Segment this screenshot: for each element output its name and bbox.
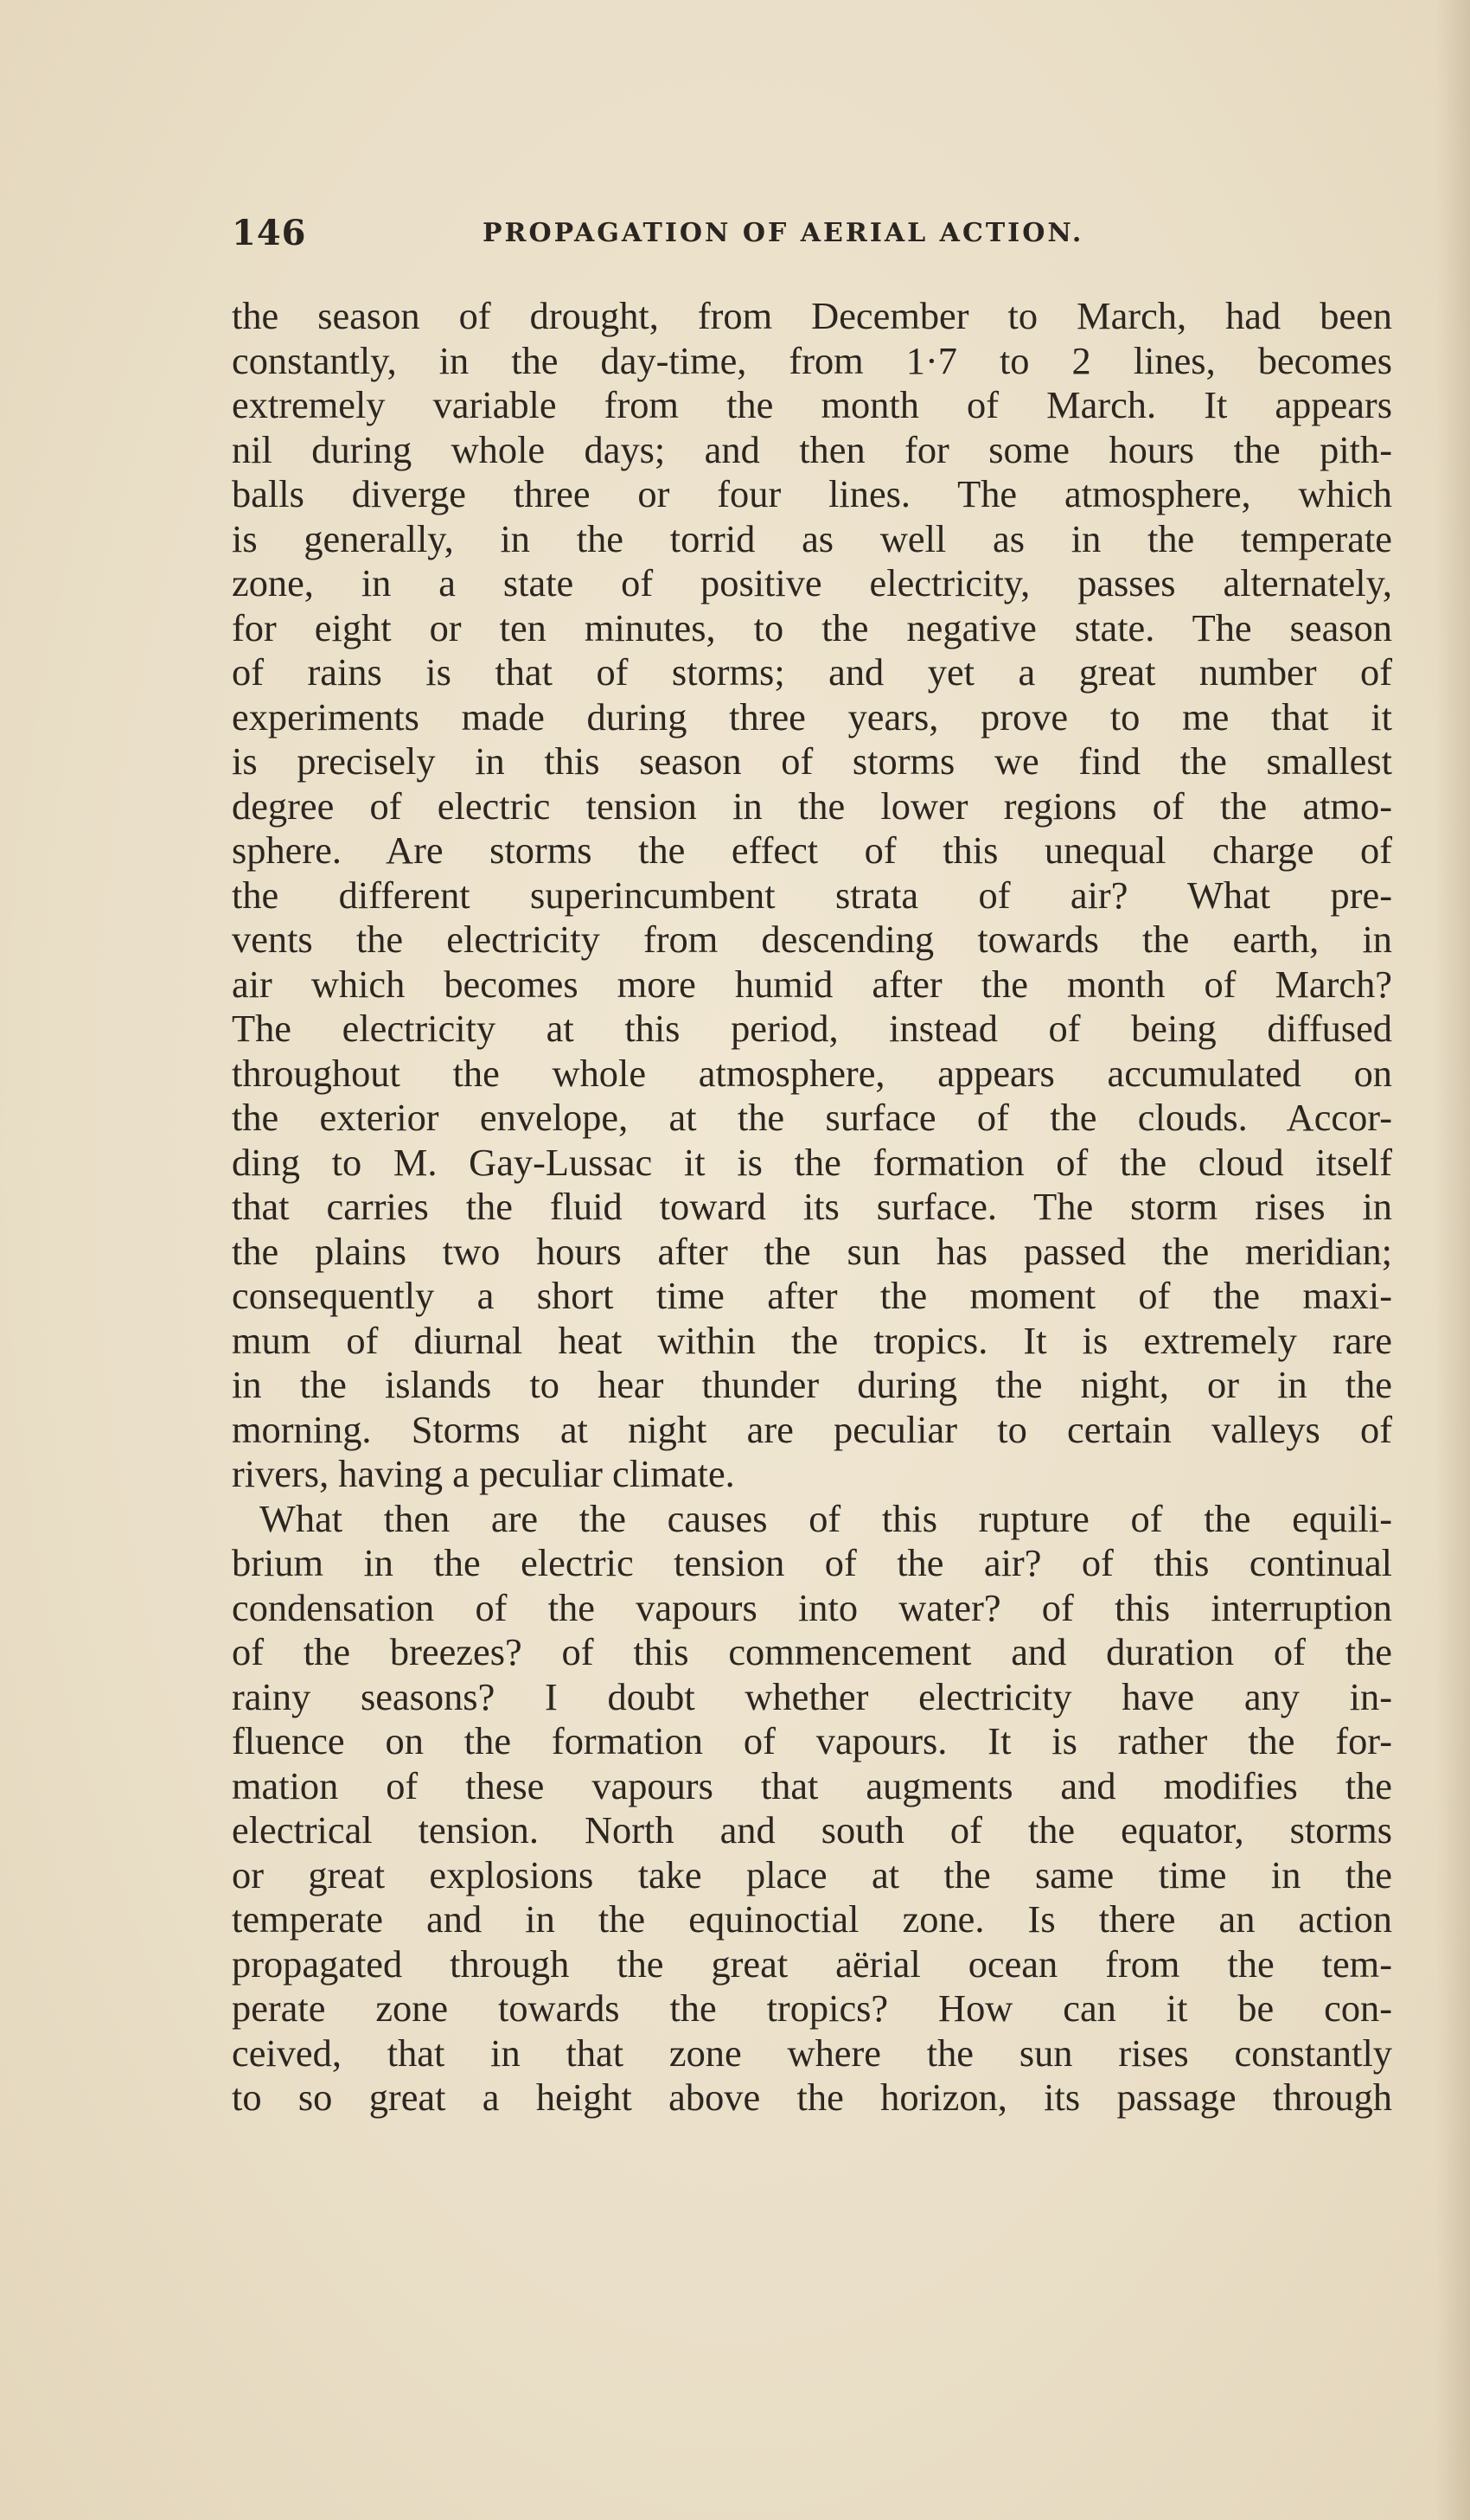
text-line: What then are the causes of this rupture of the equili- [259, 1496, 1392, 1540]
text-line: mation of these vapours that augments and modifies the [232, 1763, 1392, 1807]
text-line: temperate and in the equinoctial zone. Is there an action [232, 1897, 1392, 1941]
text-line: the season of drought, from December to March, had been [232, 294, 1392, 337]
text-line: ceived, that in that zone where the sun rises constantly [232, 2031, 1392, 2075]
page-number: 146 [232, 213, 307, 253]
text-line: The electricity at this period, instead of being diffused [232, 1007, 1392, 1050]
text-line: ding to M. Gay-Lussac it is the formation of the cloud itself [232, 1140, 1392, 1184]
text-line: extremely variable from the month of March. It appears [232, 383, 1392, 426]
text-line: in the islands to hear thunder during the night, or in the [232, 1363, 1392, 1406]
body-text [232, 294, 1392, 2120]
text-line: of rains is that of storms; and yet a great number of [232, 650, 1392, 694]
text-line: is generally, in the torrid as well as in the temperate [232, 516, 1392, 560]
text-line: of the breezes? of this commencement and duration of the [232, 1630, 1392, 1673]
text-line: that carries the fluid toward its surface. The storm rises in [232, 1185, 1392, 1228]
text-line: electrical tension. North and south of the equator, storms [232, 1808, 1392, 1852]
text-line: or great explosions take place at the same time in the [232, 1852, 1392, 1896]
text-line: balls diverge three or four lines. The atmosphere, which [232, 472, 1392, 515]
text-line: sphere. Are storms the effect of this unequal charge of [232, 828, 1392, 872]
text-line: the plains two hours after the sun has passed the meridian; [232, 1229, 1392, 1273]
text-line: morning. Storms at night are peculiar to certain valleys of [232, 1407, 1392, 1451]
text-line: degree of electric tension in the lower regions of the atmo- [232, 784, 1392, 828]
text-line: experiments made during three years, prove to me that it [232, 694, 1392, 739]
text-line: the different superincumbent strata of air? What pre- [232, 873, 1392, 917]
text-line: constantly, in the day-time, from 1·7 to 2 lines, becomes [232, 338, 1392, 382]
text-line: throughout the whole atmosphere, appears accumulated on [232, 1051, 1392, 1095]
text-line: is precisely in this season of storms we find the smallest [232, 739, 1392, 783]
text-line: air which becomes more humid after the month of March? [232, 962, 1392, 1006]
text-line: consequently a short time after the moment of the maxi- [232, 1274, 1392, 1317]
text-line: brium in the electric tension of the air? of this continual [232, 1541, 1392, 1584]
text-line: to so great a height above the horizon, its passage through [232, 2075, 1392, 2119]
running-title: PROPAGATION OF AERIAL ACTION. [483, 218, 1084, 248]
paragraph-1 [232, 294, 1392, 1497]
text-line: condensation of the vapours into water? of this interruption [232, 1585, 1392, 1629]
text-line: propagated through the great aërial ocean from the tem- [232, 1941, 1392, 1986]
text-line: for eight or ten minutes, to the negative state. The season [232, 605, 1392, 649]
text-line: vents the electricity from descending towards the earth, in [232, 918, 1392, 961]
paragraph-2 [232, 1497, 1392, 2120]
text-line: fluence on the formation of vapours. It is rather the for- [232, 1719, 1392, 1762]
text-line: zone, in a state of positive electricity, passes alternately, [232, 561, 1392, 604]
text-line: rivers, having a peculiar climate. [232, 1452, 735, 1495]
text-line: mum of diurnal heat within the tropics. It is extremely rare [232, 1318, 1392, 1362]
text-line: rainy seasons? I doubt whether electricity have any in- [232, 1674, 1392, 1718]
page-header [232, 213, 1392, 265]
text-line: the exterior envelope, at the surface of the clouds. Accor- [232, 1096, 1392, 1139]
text-line: nil during whole days; and then for some hours the pith- [232, 427, 1392, 471]
text-line: perate zone towards the tropics? How can it be con- [232, 1986, 1392, 2030]
page-edge-shadow [1435, 0, 1470, 2520]
